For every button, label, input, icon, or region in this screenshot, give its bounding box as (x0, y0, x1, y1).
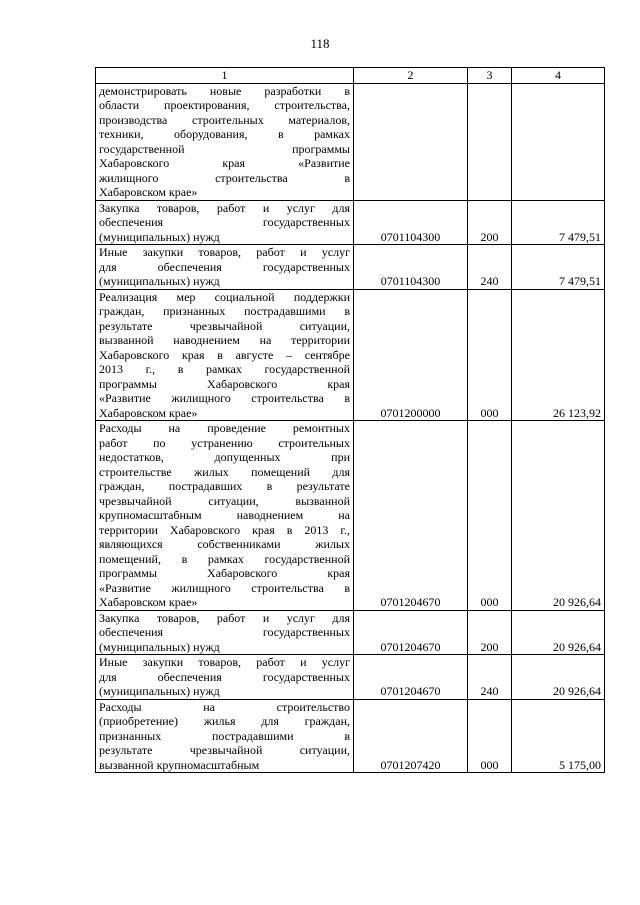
description-line: (муниципальных) нужд (99, 639, 220, 654)
row-amount (512, 83, 605, 200)
row-target-code: 0701104300 (354, 200, 468, 245)
description-line: демонстрировать новые разработки в (99, 83, 350, 98)
row-expense-type: 200 (468, 610, 512, 655)
description-line: 2013 г., в рамках государственной (99, 362, 350, 376)
row-target-code: 0701204670 (354, 610, 468, 655)
description-line: работ по устранению строительных (99, 435, 350, 450)
table-row (96, 699, 605, 773)
description-line: недостатков, допущенных при (99, 450, 350, 464)
row-expense-type: 000 (468, 421, 512, 611)
description-line: Реализация мер социальной поддержки (99, 289, 350, 304)
description-line: Иные закупки товаров, работ и услуг (99, 245, 350, 259)
row-description (96, 200, 354, 245)
description-line: граждан, признанных пострадавшими в (99, 304, 350, 318)
description-line: (приобретение) жилья для граждан, (99, 714, 350, 728)
budget-table (95, 67, 605, 773)
row-description (96, 289, 354, 421)
description-line: «Развитие жилищного строительства в (99, 580, 350, 595)
description-line: Хабаровском крае» (99, 405, 198, 420)
row-amount: 5 175,00 (512, 699, 605, 773)
row-target-code: 0701204670 (354, 655, 468, 700)
description-line: обеспечения государственных (99, 625, 350, 639)
row-expense-type: 240 (468, 245, 512, 290)
description-line: области проектирования, строительства, (99, 98, 350, 112)
description-line: Хабаровского края «Развитие (99, 156, 350, 170)
row-amount: 26 123,92 (512, 289, 605, 421)
row-description (96, 83, 354, 200)
row-description (96, 421, 354, 611)
description-line: программы Хабаровского края (99, 376, 350, 391)
column-header-2: 2 (354, 68, 468, 84)
table-row (96, 421, 605, 611)
description-line: Закупка товаров, работ и услуг для (99, 610, 350, 625)
column-header-1: 1 (96, 68, 354, 84)
description-line: Закупка товаров, работ и услуг для (99, 200, 350, 215)
row-target-code: 0701207420 (354, 699, 468, 773)
description-line: помещений, в рамках государственной (99, 551, 350, 566)
table-row (96, 289, 605, 421)
row-amount: 20 926,64 (512, 655, 605, 700)
table-row (96, 610, 605, 655)
description-line: граждан, пострадавших в результате (99, 479, 350, 493)
column-header-3: 3 (468, 68, 512, 84)
description-line: (муниципальных) нужд (99, 274, 220, 288)
description-line: строительстве жилых помещений для (99, 464, 350, 479)
row-description (96, 655, 354, 700)
row-expense-type: 000 (468, 289, 512, 421)
row-target-code: 0701204670 (354, 421, 468, 611)
row-description (96, 245, 354, 290)
description-line: вызванной крупномасштабным (99, 757, 260, 772)
description-line: территории Хабаровского края в 2013 г., (99, 522, 350, 537)
row-expense-type: 000 (468, 699, 512, 773)
description-line: производства строительных материалов, (99, 112, 350, 127)
description-line: Хабаровском крае» (99, 595, 198, 609)
description-line: Расходы на строительство (99, 699, 350, 714)
table-body (96, 83, 605, 773)
row-amount: 7 479,51 (512, 200, 605, 245)
description-line: техники, оборудования, в рамках (99, 127, 350, 141)
description-line: результате чрезвычайной ситуации, (99, 743, 350, 757)
description-line: обеспечения государственных (99, 215, 350, 229)
description-line: результате чрезвычайной ситуации, (99, 318, 350, 333)
description-line: «Развитие жилищного строительства в (99, 391, 350, 405)
row-expense-type: 240 (468, 655, 512, 700)
row-target-code: 0701104300 (354, 245, 468, 290)
description-line: Расходы на проведение ремонтных (99, 421, 350, 435)
row-amount: 7 479,51 (512, 245, 605, 290)
description-line: Хабаровском крае» (99, 185, 198, 199)
row-description (96, 699, 354, 773)
description-line: Иные закупки товаров, работ и услуг (99, 655, 350, 669)
table-row (96, 655, 605, 700)
description-line: государственной программы (99, 141, 350, 156)
description-line: (муниципальных) нужд (99, 684, 220, 698)
row-expense-type (468, 83, 512, 200)
description-line: Хабаровского края в августе – сентябре (99, 347, 350, 362)
row-amount: 20 926,64 (512, 421, 605, 611)
row-description (96, 610, 354, 655)
table-header-row (96, 68, 605, 84)
description-line: программы Хабаровского края (99, 566, 350, 580)
description-line: чрезвычайной ситуации, вызванной (99, 493, 350, 508)
row-amount: 20 926,64 (512, 610, 605, 655)
description-line: для обеспечения государственных (99, 669, 350, 684)
table-row (96, 245, 605, 290)
description-line: для обеспечения государственных (99, 259, 350, 274)
row-expense-type: 200 (468, 200, 512, 245)
table-row (96, 83, 605, 200)
description-line: вызванной наводнением на территории (99, 333, 350, 347)
row-target-code (354, 83, 468, 200)
description-line: являющихся собственниками жилых (99, 537, 350, 551)
page-number: 118 (310, 36, 330, 51)
description-line: жилищного строительства в (99, 170, 350, 185)
table-row (96, 200, 605, 245)
description-line: крупномасштабным наводнением на (99, 508, 350, 522)
description-line: (муниципальных) нужд (99, 229, 220, 244)
row-target-code: 0701200000 (354, 289, 468, 421)
description-line: признанных пострадавшими в (99, 728, 350, 743)
column-header-4: 4 (512, 68, 605, 84)
